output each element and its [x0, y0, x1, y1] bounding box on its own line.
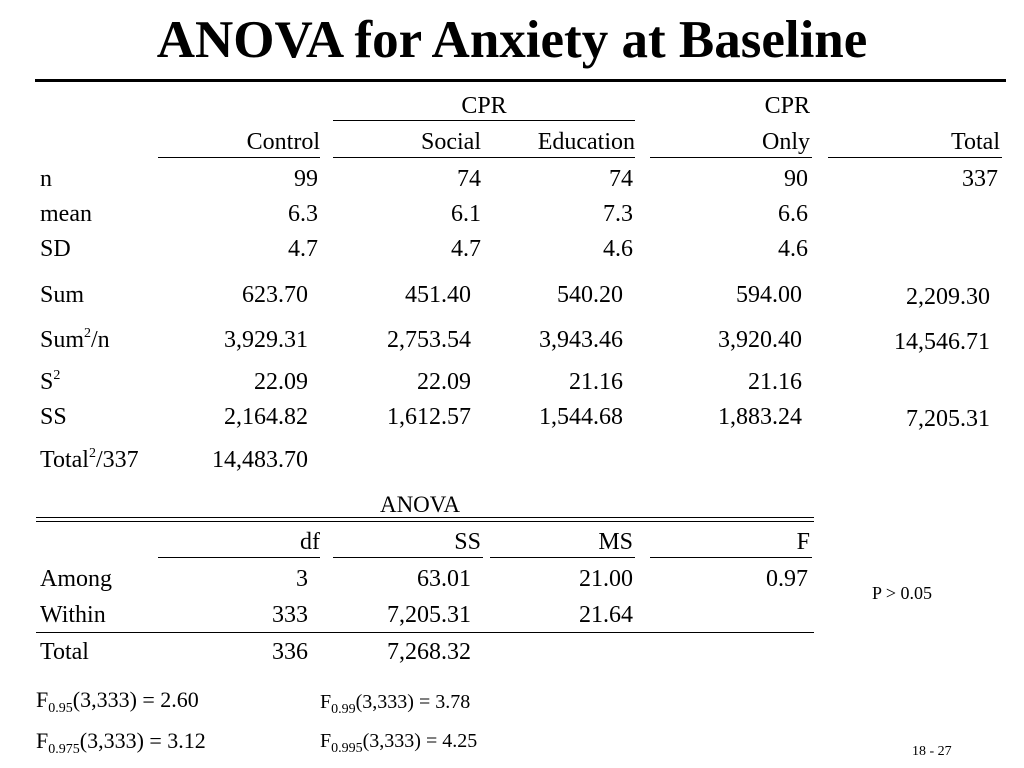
critical-value-f099: $F_{0.99}(3,333) = 3.78$: [320, 691, 471, 717]
cell-sumsq-education: 3,943.46: [539, 327, 623, 353]
page-number: 18 - 27: [912, 744, 952, 759]
cell-ss-total: 7,205.31: [906, 406, 990, 432]
cpr-only-header-line1: CPR: [764, 93, 810, 119]
row-label-sum-squared-n: Sum$^2$/n: [40, 326, 110, 353]
row-label-mean: mean: [40, 201, 92, 227]
row-label-sum: Sum: [40, 282, 85, 308]
col-rule-control: [158, 157, 320, 158]
cell-sum-cpr-only: 594.00: [736, 282, 802, 308]
cell-ssq-cpr-only: 21.16: [748, 369, 802, 395]
col-rule-cpr: [333, 157, 635, 158]
anova-col-rule-df: [158, 557, 320, 558]
row-label-s-squared: $S^2$: [40, 368, 61, 395]
p-value-note: P > 0.05: [872, 583, 932, 603]
cell-ss-education: 1,544.68: [539, 404, 623, 430]
cell-sumsq-control: 3,929.31: [224, 327, 308, 353]
cell-mean-education: 7.3: [603, 201, 633, 227]
cell-sum-social: 451.40: [405, 282, 471, 308]
anova-header-df: df: [300, 529, 320, 555]
anova-within-ms: 21.64: [579, 602, 633, 628]
anova-among-df: 3: [296, 566, 308, 592]
col-header-cpr-only: Only: [762, 129, 810, 155]
col-header-control: Control: [246, 129, 320, 155]
anova-total-df: 336: [272, 639, 308, 665]
anova-row-label-total: Total: [40, 639, 89, 665]
cell-mean-cpr-only: 6.6: [778, 201, 808, 227]
anova-row-label-among: Among: [40, 566, 112, 592]
cell-sd-education: 4.6: [603, 236, 633, 262]
col-rule-total: [828, 157, 1002, 158]
cell-ssq-control: 22.09: [254, 369, 308, 395]
cell-ssq-social: 22.09: [417, 369, 471, 395]
anova-within-df: 333: [272, 602, 308, 628]
anova-col-rule-f: [650, 557, 812, 558]
cell-n-cpr-only: 90: [784, 166, 808, 192]
row-label-n: n: [40, 166, 52, 192]
col-header-total: Total: [951, 129, 1000, 155]
cpr-group-rule: [333, 120, 635, 121]
cell-ss-social: 1,612.57: [387, 404, 471, 430]
anova-among-ss: 63.01: [417, 566, 471, 592]
anova-col-rule-ss: [333, 557, 483, 558]
anova-total-rule: [36, 632, 814, 633]
anova-total-ss: 7,268.32: [387, 639, 471, 665]
anova-row-label-within: Within: [40, 602, 106, 628]
anova-col-rule-ms: [490, 557, 635, 558]
critical-value-f095: $F_{0.95}(3,333) = 2.60$: [36, 687, 199, 716]
cell-mean-control: 6.3: [288, 201, 318, 227]
col-rule-cpr-only: [650, 157, 812, 158]
cell-ss-cpr-only: 1,883.24: [718, 404, 802, 430]
anova-header-f: F: [796, 529, 810, 555]
cell-n-total: 337: [962, 166, 998, 192]
critical-value-f0995: $F_{0.995}(3,333) = 4.25$: [320, 730, 478, 756]
anova-among-f: 0.97: [766, 566, 808, 592]
cell-mean-social: 6.1: [451, 201, 481, 227]
slide-title: ANOVA for Anxiety at Baseline: [156, 11, 868, 69]
row-label-total-squared: Total$^2$/337: [40, 446, 139, 473]
row-label-ss: SS: [40, 404, 67, 430]
cell-sumsq-cpr-only: 3,920.40: [718, 327, 802, 353]
anova-among-ms: 21.00: [579, 566, 633, 592]
cell-sum-control: 623.70: [242, 282, 308, 308]
cell-n-control: 99: [294, 166, 318, 192]
cell-sd-control: 4.7: [288, 236, 318, 262]
cell-sd-cpr-only: 4.6: [778, 236, 808, 262]
cell-sum-education: 540.20: [557, 282, 623, 308]
cpr-group-header: CPR: [461, 93, 507, 119]
critical-value-f0975: $F_{0.975}(3,333) = 3.12$: [36, 728, 206, 757]
anova-header-ms: MS: [598, 529, 633, 555]
anova-top-rule-2: [36, 521, 814, 522]
anova-top-rule-1: [36, 517, 814, 518]
anova-within-ss: 7,205.31: [387, 602, 471, 628]
title-divider: [35, 79, 1006, 82]
anova-caption: ANOVA: [379, 492, 461, 517]
cell-sum-total: 2,209.30: [906, 284, 990, 310]
anova-header-ss: SS: [454, 529, 481, 555]
cell-sumsq-total: 14,546.71: [894, 329, 990, 355]
col-header-education: Education: [537, 129, 635, 155]
cell-ssq-education: 21.16: [569, 369, 623, 395]
col-header-social: Social: [421, 129, 481, 155]
cell-sd-social: 4.7: [451, 236, 481, 262]
cell-n-social: 74: [457, 166, 481, 192]
cell-sumsq-social: 2,753.54: [387, 327, 471, 353]
cell-n-education: 74: [609, 166, 633, 192]
cell-ss-control: 2,164.82: [224, 404, 308, 430]
row-label-sd: SD: [40, 236, 71, 262]
cell-total-squared: 14,483.70: [212, 447, 308, 473]
